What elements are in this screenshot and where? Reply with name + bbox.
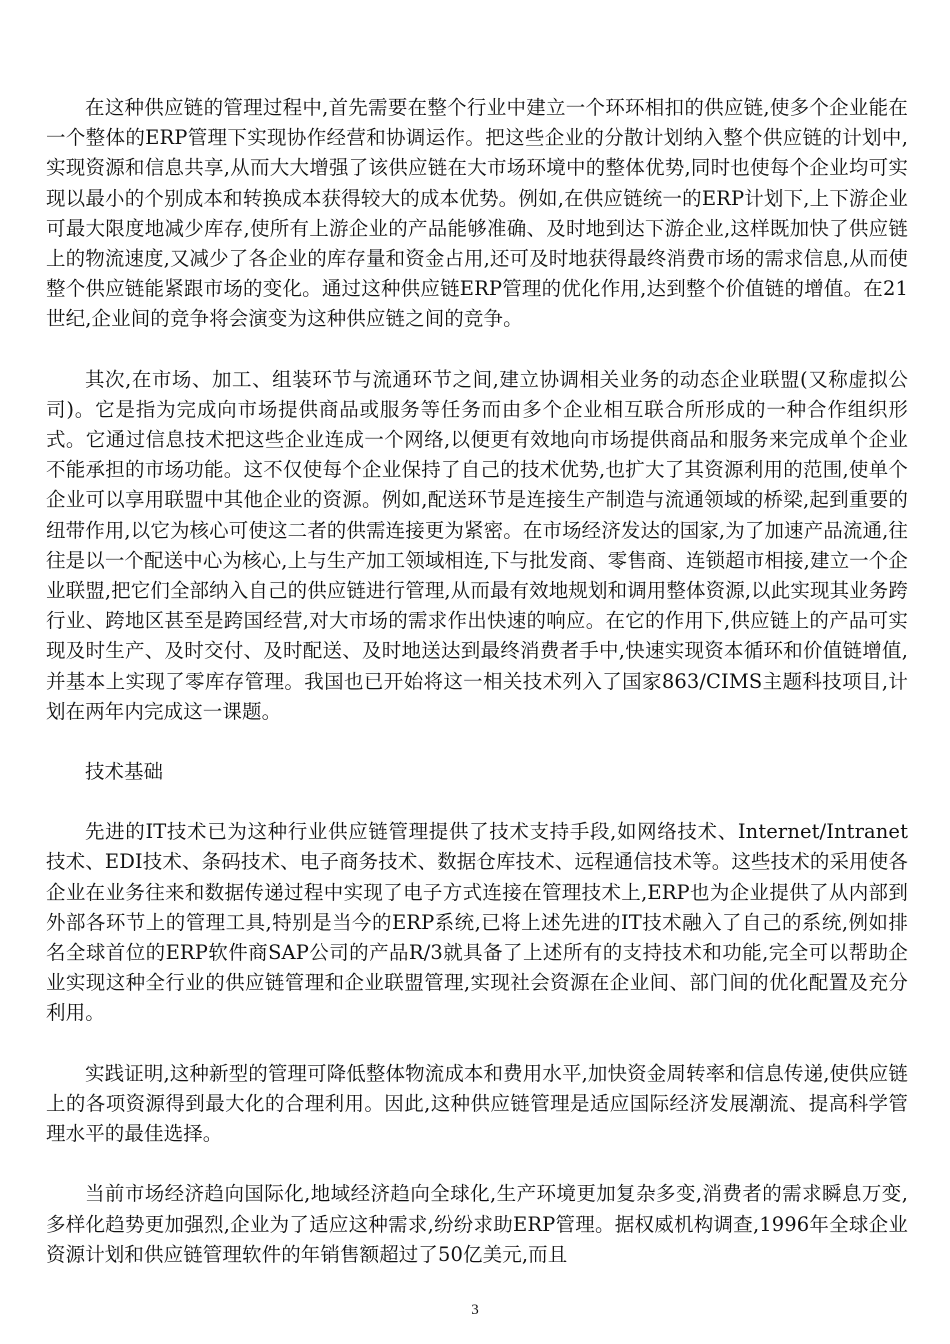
paragraph-supply-chain-management: 在这种供应链的管理过程中,首先需要在整个行业中建立一个环环相扣的供应链,使多个企业能在一个整体的ERP管理下实现协作经营和协调运作。把这些企业的分散计划纳入整个供应链的计划中,实现资源和信息共享,从而大大增强了该供应链在大市场环境中的整体优势,同时也使每个企业均可实现以最小的个别成本和转换成本获得较大的成本优势。例如,在供应链统一的ERP计划下,上下游企业可最大限度地减少库存,使所有上游企业的产品能够准确、及时地到达下游企业,这样既加快了供应链上的物流速度,又减少了各企业的库存量和资金占用,还可及时地获得最终消费市场的需求信息,从而使整个供应链能紧跟市场的变化。通过这种供应链ERP管理的优化作用,达到整个价值链的增值。在21世纪,企业间的竞争将会演变为这种供应链之间的竞争。 (46, 96, 908, 331)
page-content (46, 93, 908, 1270)
page-number: 3 (471, 1302, 479, 1318)
paragraph-gap (46, 1149, 908, 1179)
paragraph-market-trend: 当前市场经济趋向国际化,地域经济趋向全球化,生产环境更加复杂多变,消费者的需求瞬息万变,多样化趋势更加强烈,企业为了适应这种需求,纷纷求助ERP管理。据权威机构调查,1996年全球企业资源计划和供应链管理软件的年销售额超过了50亿美元,而且 (46, 1182, 908, 1266)
paragraph-practice-proof: 实践证明,这种新型的管理可降低整体物流成本和费用水平,加快资金周转率和信息传递,使供应链上的各项资源得到最大化的合理利用。因此,这种供应链管理是适应国际经济发展潮流、提高科学管理水平的最佳选择。 (46, 1061, 908, 1146)
paragraph-gap (46, 727, 908, 757)
paragraph-gap (46, 787, 908, 817)
paragraph-gap (46, 1029, 908, 1059)
paragraph-gap (46, 335, 908, 365)
paragraph-enterprise-alliance: 其次,在市场、加工、组装环节与流通环节之间,建立协调相关业务的动态企业联盟(又称虚拟公司)。它是指为完成向市场提供商品或服务等任务而由多个企业相互联合所形成的一种合作组织形式。它通过信息技术把这些企业连成一个网络,以便更有效地向市场提供商品和服务来完成单个企业不能承担的市场功能。这不仅使每个企业保持了自己的技术优势,也扩大了其资源利用的范围,使单个企业可以享用联盟中其他企业的资源。例如,配送环节是连接生产制造与流通领域的桥梁,起到重要的纽带作用,以它为核心可使这二者的供需连接更为紧密。在市场经济发达的国家,为了加速产品流通,往往是以一个配送中心为核心,上与生产加工领域相连,下与批发商、零售商、连锁超市相接,建立一个企业联盟,把它们全部纳入自己的供应链进行管理,从而最有效地规划和调用整体资源,以此实现其业务跨行业、跨地区甚至是跨国经营,对大市场的需求作出快速的响应。在它的作用下,供应链上的产品可实现及时生产、及时交付、及时配送、及时地送达到最终消费者手中,快速实现资本循环和价值链增值,并基本上实现了零库存管理。我国也已开始将这一相关技术列入了国家863/CIMS主题科技项目,计划在两年内完成这一课题。 (46, 367, 908, 723)
section-heading: 技术基础 (85, 760, 164, 784)
paragraph-it-technology: 先进的IT技术已为这种行业供应链管理提供了技术支持手段,如网络技术、Internet/Intranet技术、EDI技术、条码技术、电子商务技术、数据仓库技术、远程通信技术等。这些技术的采用使各企业在业务往来和数据传递过程中实现了电子方式连接在管理技术上,ERP也为企业提供了从内部到外部各环节上的管理工具,特别是当今的ERP系统,已将上述先进的IT技术融入了自己的系统,例如排名全球首位的ERP软件商SAP公司的产品R/3就具备了上述所有的支持技术和功能,完全可以帮助企业实现这种全行业的供应链管理和企业联盟管理,实现社会资源在企业间、部门间的优化配置及充分利用。 (46, 820, 908, 1025)
